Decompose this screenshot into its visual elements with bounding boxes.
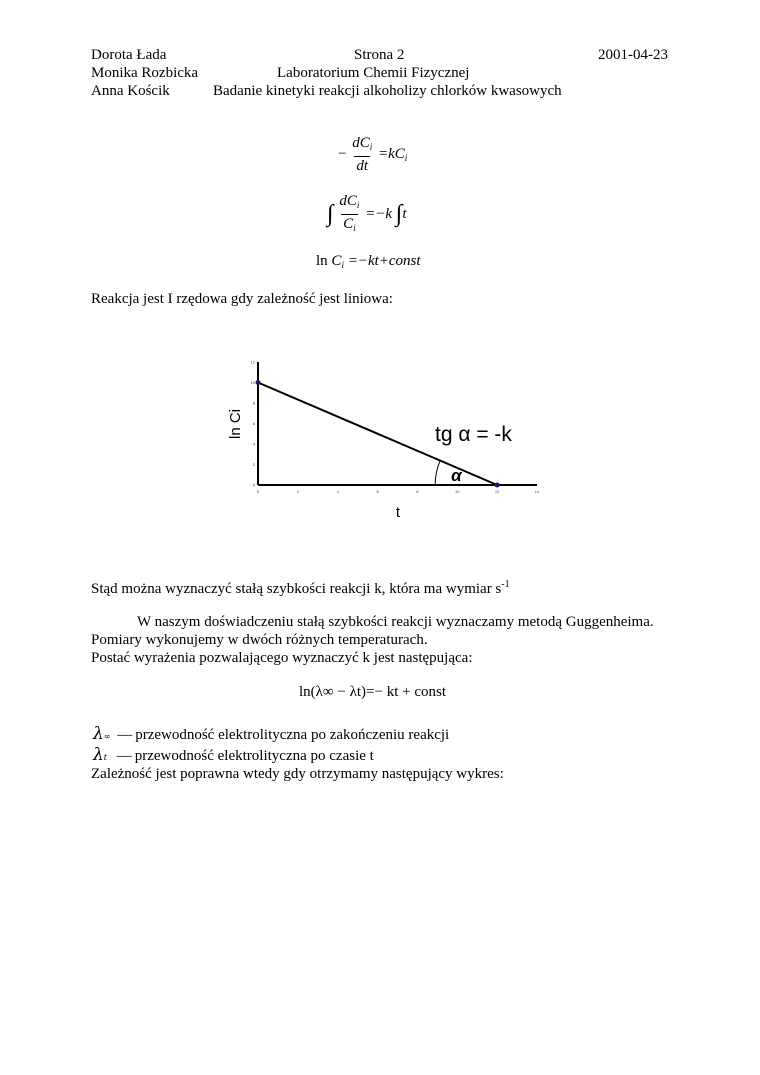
x-tick-label: 6 xyxy=(376,489,379,494)
x-tick-label: 4 xyxy=(336,489,339,494)
definition-lambda-t: λt — przewodność elektrolityczna po czasie t xyxy=(93,745,374,765)
x-tick-label: 8 xyxy=(416,489,419,494)
equation-3: $\ln C_i$ =−kt+const xyxy=(316,253,421,270)
lambda-infinity-symbol: λ∞ xyxy=(93,724,111,744)
ln-ci-chart xyxy=(220,355,550,525)
paragraph-guggenheim: W naszym doświadczeniu stałą szybkości reakcji wyznaczamy metodą Guggenheima. xyxy=(137,614,654,630)
paragraph-final: Zależność jest poprawna wtedy gdy otrzymamy następujący wykres: xyxy=(91,766,504,782)
author-2: Monika Rozbicka xyxy=(91,65,199,81)
lambda-t-symbol: λt xyxy=(93,745,107,765)
slope-annotation: tg α = -k xyxy=(435,423,512,446)
y-tick-label: 6 xyxy=(252,421,255,426)
x-tick-label: 12 xyxy=(494,489,500,494)
paragraph-linear: Reakcja jest I rzędowa gdy zależność jest liniowa: xyxy=(91,291,393,307)
data-point xyxy=(495,483,500,488)
y-axis-label: ln Ci xyxy=(227,408,244,440)
y-tick-label: 8 xyxy=(252,400,255,406)
paragraph-temperatures: Pomiary wykonujemy w dwóch różnych temperaturach. xyxy=(91,632,428,648)
y-tick-label: 12 xyxy=(250,359,255,365)
x-tick-label: 10 xyxy=(455,489,460,494)
equation-1: − $\frac{dC_i}{dt}$ $=kC_i$ xyxy=(338,135,408,174)
data-point xyxy=(256,380,261,385)
x-axis-label: t xyxy=(395,504,401,521)
subject: Badanie kinetyki reakcji alkoholizy chlorków kwasowych xyxy=(213,83,562,99)
lab-name: Laboratorium Chemii Fizycznej xyxy=(277,65,470,81)
y-tick-label: 10 xyxy=(250,380,255,385)
angle-label: α xyxy=(451,466,462,485)
y-tick-label: 4 xyxy=(252,441,255,447)
page-number: Strona 2 xyxy=(354,47,405,63)
paragraph-rate-constant: Stąd można wyznaczyć stałą szybkości reakcji k, która ma wymiar $s^{-1}$ xyxy=(91,579,510,597)
equation-2: ∫ $\frac{dC_i}{C_i}$ =−k ∫t xyxy=(327,192,407,237)
y-tick-label: 2 xyxy=(252,462,255,467)
x-tick-label: 2 xyxy=(296,489,299,494)
paragraph-expression: Postać wyrażenia pozwalającego wyznaczyć k jest następująca: xyxy=(91,650,473,666)
definition-lambda-infinity: λ∞ — przewodność elektrolityczna po zakończeniu reakcji xyxy=(93,724,450,744)
x-tick-label: 14 xyxy=(534,489,540,494)
y-tick-label: 0 xyxy=(252,482,255,488)
x-tick-label: 0 xyxy=(256,489,260,494)
author-1: Dorota Łada xyxy=(91,47,167,63)
author-3: Anna Kościk xyxy=(91,83,170,99)
equation-guggenheim: ln(λ∞ − λt)=− kt + const xyxy=(299,684,446,700)
date: 2001-04-23 xyxy=(598,47,668,63)
angle-arc xyxy=(435,461,440,485)
